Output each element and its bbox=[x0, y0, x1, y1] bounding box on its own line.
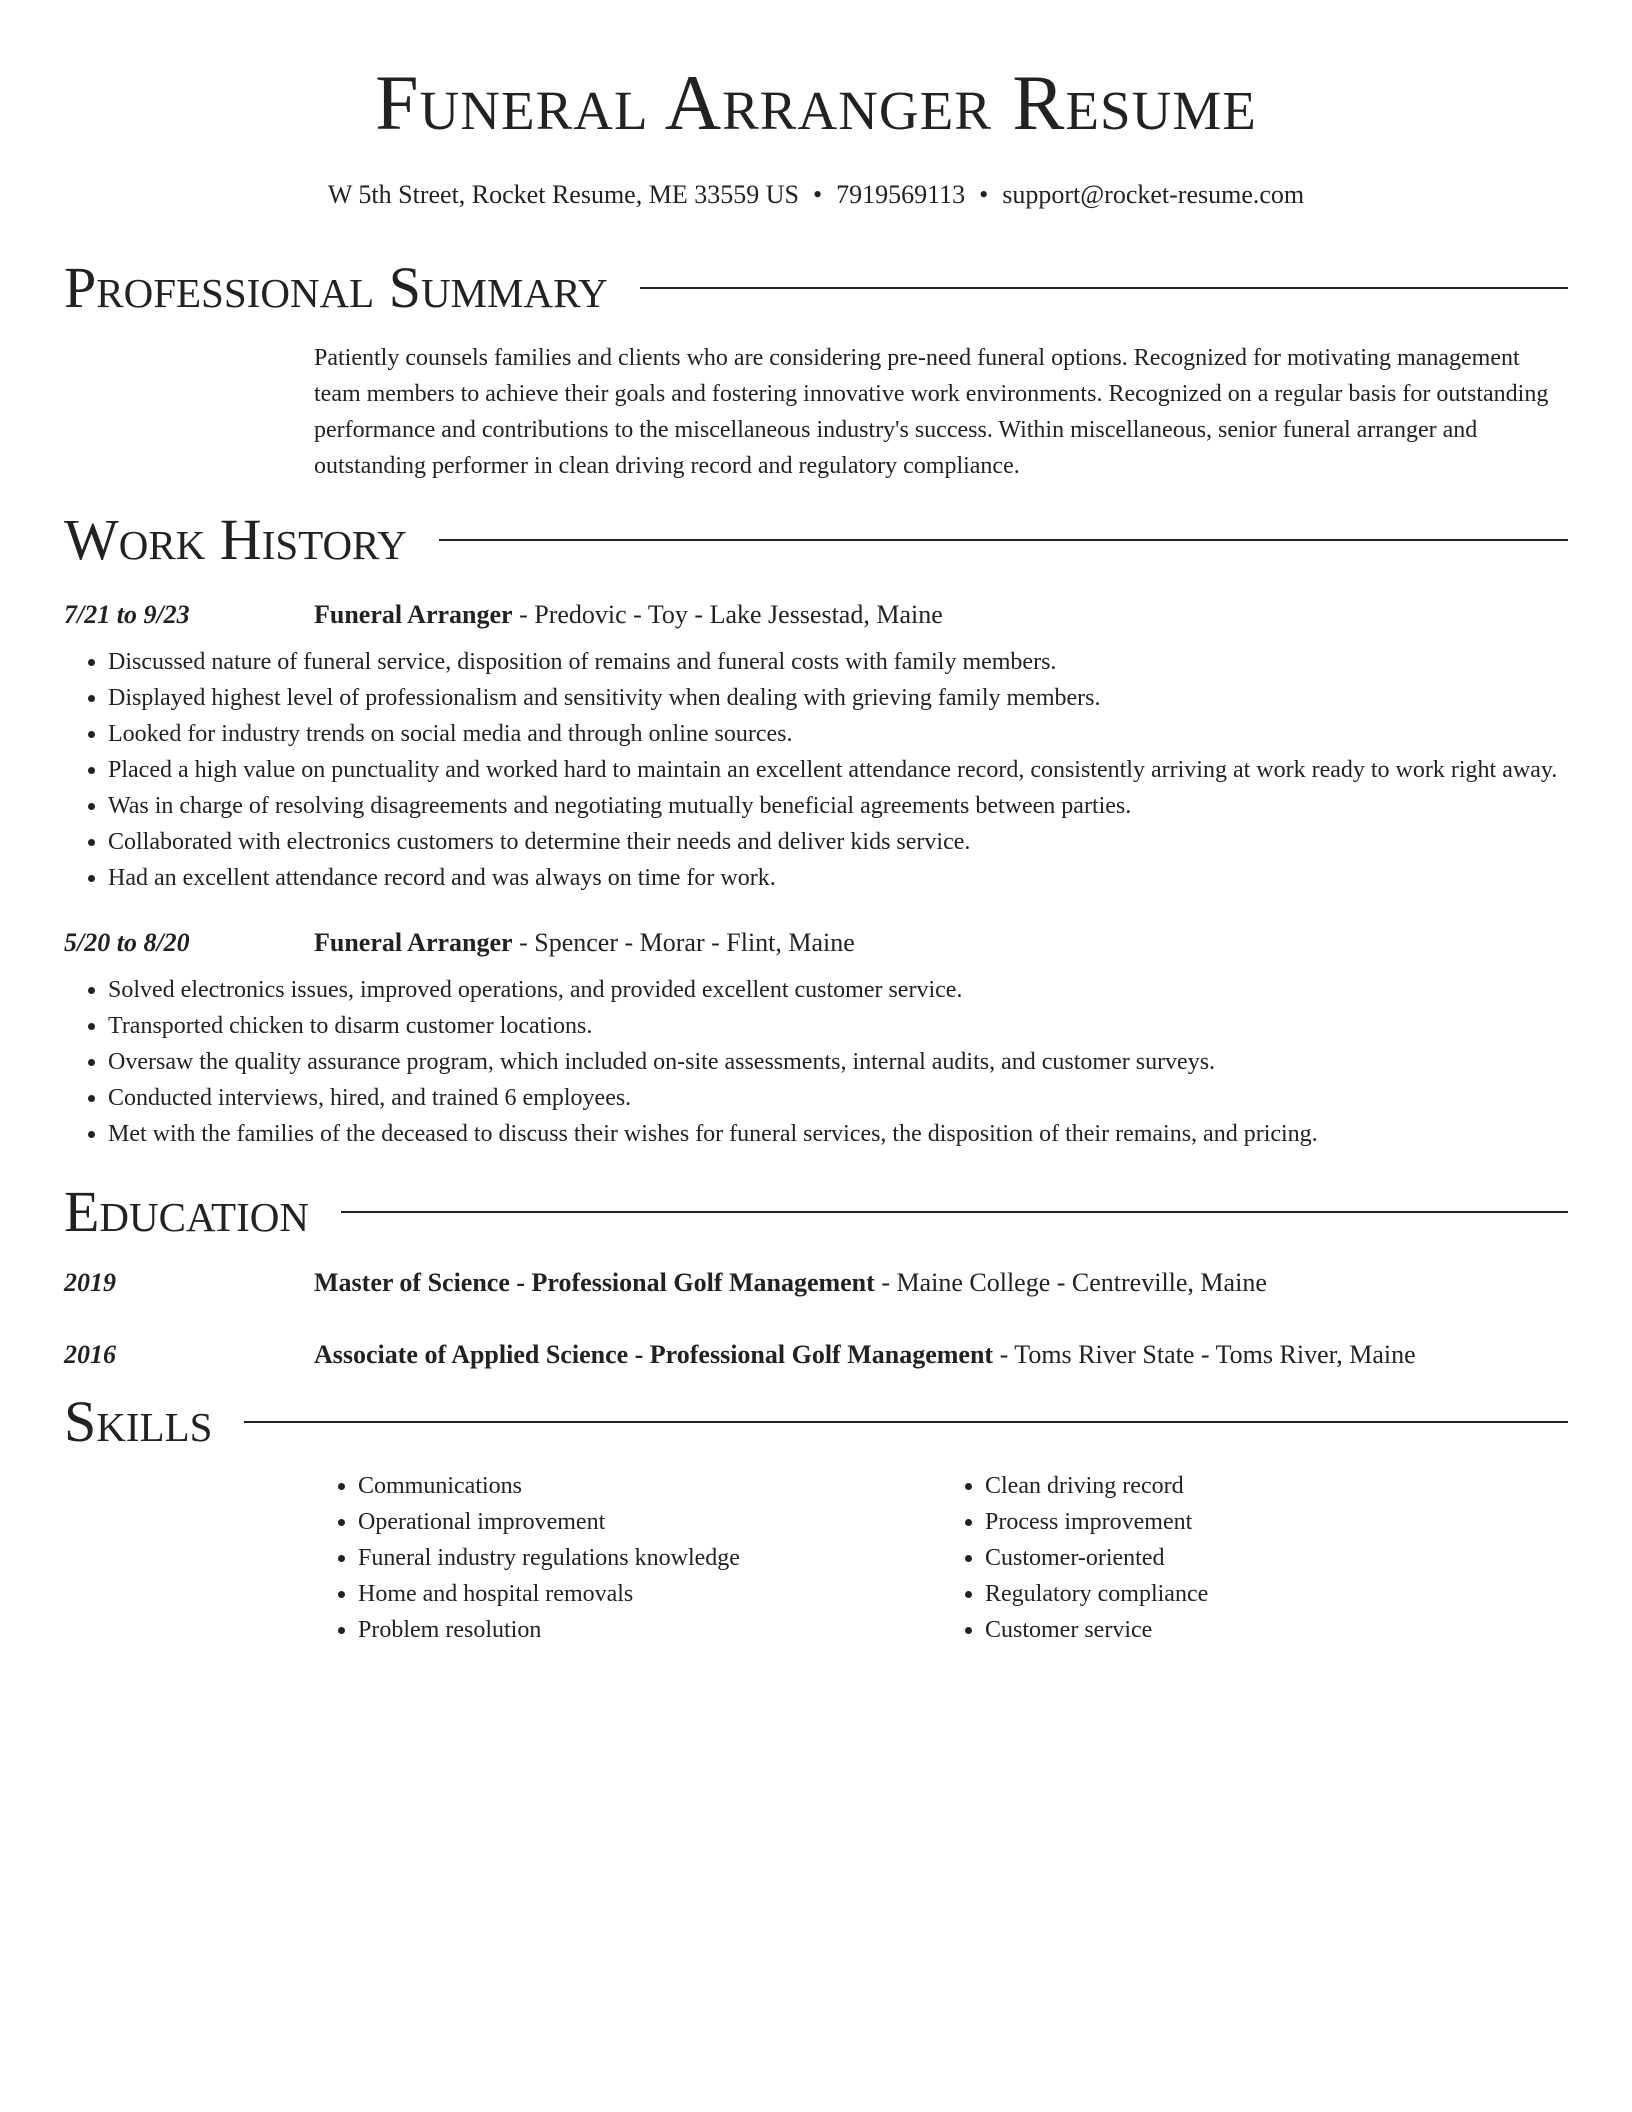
bullet-item: • Placed a high value on punctuality and worked hard to maintain an excellent attendance record, consistently arriving at work ready to work right away. bbox=[108, 752, 1568, 788]
skill-item: • Customer-oriented bbox=[985, 1540, 1568, 1576]
section-divider bbox=[640, 287, 1568, 289]
section-divider bbox=[439, 539, 1568, 541]
education-section-header bbox=[64, 1179, 1568, 1244]
section-heading: Skills bbox=[64, 1389, 213, 1454]
bullet-item: • Met with the families of the deceased to discuss their wishes for funeral services, the disposition of their remains, and pricing. bbox=[108, 1116, 1568, 1152]
bullet-item: • Had an excellent attendance record and was always on time for work. bbox=[108, 860, 1568, 896]
separator: • bbox=[979, 180, 989, 209]
resume-title: Funeral Arranger Resume bbox=[375, 59, 1257, 146]
job-bullets bbox=[64, 644, 1568, 896]
skill-item: • Operational improvement bbox=[358, 1504, 941, 1540]
job-title: Funeral Arranger bbox=[314, 600, 513, 629]
job-header bbox=[64, 598, 1568, 632]
bullet-item: • Displayed highest level of professionalism and sensitivity when dealing with grieving family members. bbox=[108, 680, 1568, 716]
skill-item: • Process improvement bbox=[985, 1504, 1568, 1540]
phone[interactable]: 7919569113 bbox=[836, 180, 966, 209]
education-year: 2016 bbox=[64, 1340, 116, 1369]
skill-item: • Problem resolution bbox=[358, 1612, 941, 1648]
bullet-item: • Discussed nature of funeral service, disposition of remains and funeral costs with family members. bbox=[108, 644, 1568, 680]
education-entry bbox=[64, 1266, 1568, 1300]
job-header bbox=[64, 926, 1568, 960]
skill-item: • Clean driving record bbox=[985, 1468, 1568, 1504]
summary-section-header bbox=[64, 255, 1568, 320]
bullet-item: • Looked for industry trends on social media and through online sources. bbox=[108, 716, 1568, 752]
education-entry bbox=[64, 1338, 1568, 1372]
job-title-line bbox=[314, 598, 1568, 632]
school: - Maine College - Centreville, Maine bbox=[874, 1268, 1267, 1297]
separator: • bbox=[812, 180, 823, 209]
job-dates: 5/20 to 8/20 bbox=[64, 928, 190, 957]
address: W 5th Street, Rocket Resume, ME 33559 US bbox=[327, 180, 799, 209]
skill-item: • Funeral industry regulations knowledge bbox=[358, 1540, 941, 1576]
summary-text: Patiently counsels families and clients who are considering pre-need funeral options. Recognized for motivating management team members to achieve their goals and fostering innovative work environments. Recognized on a regular basis for outstanding performance and contributions to the miscellaneous industry's success. Within miscellaneous, senior funeral arranger and outstanding performer in clean driving record and regulatory compliance. bbox=[314, 345, 1549, 479]
bullet-item: • Collaborated with electronics customers to determine their needs and deliver kids service. bbox=[108, 824, 1568, 860]
skill-item: • Home and hospital removals bbox=[358, 1576, 941, 1612]
section-heading: Professional Summary bbox=[64, 255, 608, 320]
bullet-item: • Conducted interviews, hired, and trained 6 employees. bbox=[108, 1080, 1568, 1116]
work-section-header bbox=[64, 507, 1568, 572]
skills-list bbox=[314, 1468, 1568, 1648]
job-company: - Spencer - Morar - Flint, Maine bbox=[512, 928, 855, 957]
email[interactable]: support@rocket-resume.com bbox=[1002, 180, 1305, 209]
section-heading: Work History bbox=[64, 507, 407, 572]
section-divider bbox=[341, 1211, 1568, 1213]
skill-item: • Customer service bbox=[985, 1612, 1568, 1648]
bullet-item: • Oversaw the quality assurance program, which included on-site assessments, internal audits, and customer surveys. bbox=[108, 1044, 1568, 1080]
job-entry bbox=[64, 926, 1568, 1152]
degree: Master of Science - Professional Golf Management bbox=[314, 1268, 875, 1297]
job-title-line bbox=[314, 926, 1568, 960]
education-line bbox=[314, 1338, 1568, 1372]
job-company: - Predovic - Toy - Lake Jessestad, Maine bbox=[512, 600, 943, 629]
skills-column-right bbox=[941, 1468, 1568, 1648]
section-divider bbox=[244, 1421, 1568, 1423]
degree: Associate of Applied Science - Professional Golf Management bbox=[314, 1340, 994, 1369]
section-heading: Education bbox=[64, 1179, 309, 1244]
education-line bbox=[314, 1266, 1568, 1300]
bullet-item: • Solved electronics issues, improved operations, and provided excellent customer service. bbox=[108, 972, 1568, 1008]
bullet-item: • Was in charge of resolving disagreements and negotiating mutually beneficial agreements between parties. bbox=[108, 788, 1568, 824]
skill-item: • Regulatory compliance bbox=[985, 1576, 1568, 1612]
skill-item: • Communications bbox=[358, 1468, 941, 1504]
school: - Toms River State - Toms River, Maine bbox=[993, 1340, 1416, 1369]
job-bullets bbox=[64, 972, 1568, 1152]
bullet-item: • Transported chicken to disarm customer locations. bbox=[108, 1008, 1568, 1044]
skills-column-left bbox=[314, 1468, 941, 1648]
skills-section-header bbox=[64, 1389, 1568, 1454]
job-entry bbox=[64, 598, 1568, 896]
job-dates: 7/21 to 9/23 bbox=[64, 600, 190, 629]
contact-line bbox=[64, 178, 1568, 212]
job-title: Funeral Arranger bbox=[314, 928, 513, 957]
education-year: 2019 bbox=[64, 1268, 116, 1297]
